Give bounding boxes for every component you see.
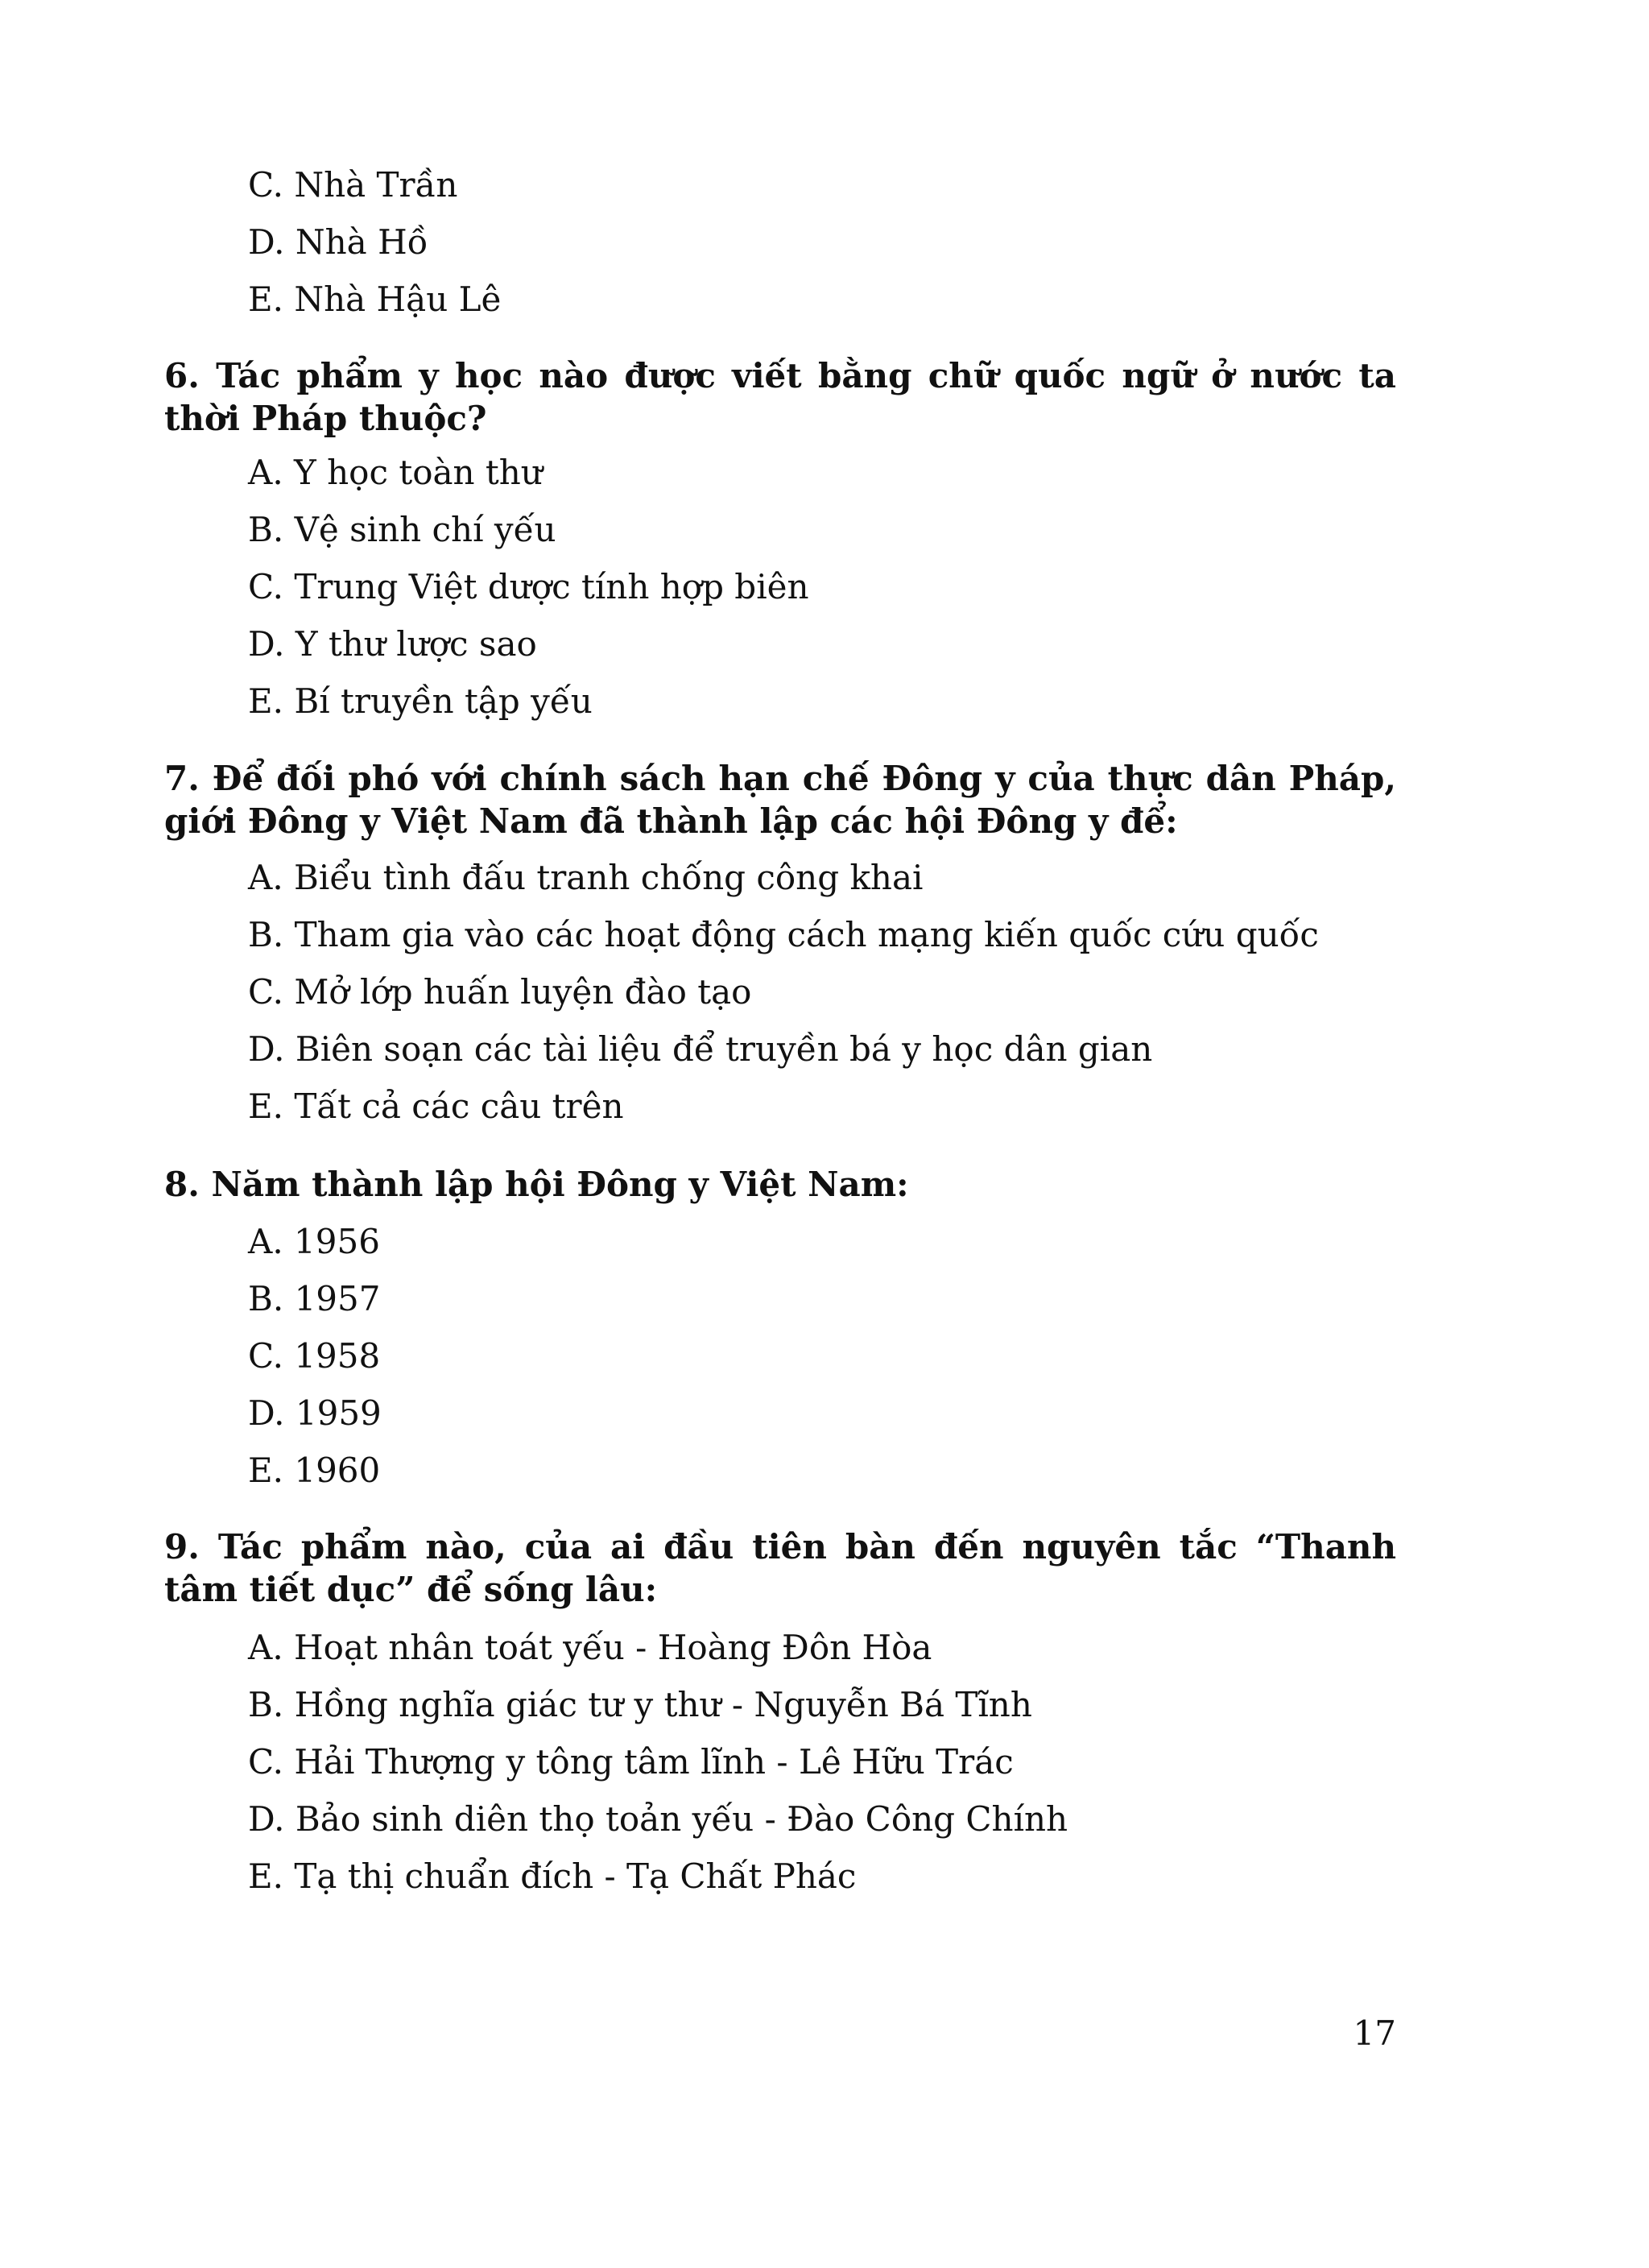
question-7-options <box>248 849 1415 1135</box>
option-d: D. Bảo sinh diên thọ toản yếu - Đào Công Chính <box>248 1799 1068 1839</box>
option-c: C. Hải Thượng y tông tâm lĩnh - Lê Hữu Trác <box>248 1742 1014 1782</box>
option-a: A. Y học toàn thư <box>248 453 543 492</box>
option-c: C. 1958 <box>248 1336 381 1376</box>
option-c: C. Trung Việt dược tính hợp biên <box>248 567 809 606</box>
option-d: D. Nhà Hồ <box>248 222 428 262</box>
question-8-options <box>248 1213 1415 1499</box>
option-a: A. Hoạt nhân toát yếu - Hoàng Đôn Hòa <box>248 1628 932 1667</box>
option-c: C. Nhà Trần <box>248 165 458 205</box>
page-number: 17 <box>1353 2013 1396 2053</box>
question-8: 8. Năm thành lập hội Đông y Việt Nam: <box>164 1165 909 1204</box>
previous-question-options <box>248 156 1415 328</box>
option-b: B. Vệ sinh chí yếu <box>248 510 556 549</box>
option-d: D. 1959 <box>248 1393 382 1433</box>
option-c: C. Mở lớp huấn luyện đào tạo <box>248 972 752 1012</box>
option-a: A. 1956 <box>248 1222 380 1261</box>
question-9: 9. Tác phẩm nào, của ai đầu tiên bàn đến nguyên tắc “Thanh tâm tiết dục” để sống lâu: <box>164 1527 1396 1609</box>
question-7: 7. Để đối phó với chính sách hạn chế Đông y của thực dân Pháp, giới Đông y Việt Nam đã thành lập các hội Đông y để: <box>164 759 1396 841</box>
option-e: E. 1960 <box>248 1451 381 1490</box>
option-e: E. Tạ thị chuẩn đích - Tạ Chất Phác <box>248 1856 857 1896</box>
option-e: E. Nhà Hậu Lê <box>248 279 502 319</box>
question-9-options <box>248 1619 1415 1905</box>
option-b: B. Hồng nghĩa giác tư y thư - Nguyễn Bá Tĩnh <box>248 1685 1032 1724</box>
question-6: 6. Tác phẩm y học nào được viết bằng chữ quốc ngữ ở nước ta thời Pháp thuộc? <box>164 356 1396 438</box>
option-e: E. Bí truyền tập yếu <box>248 681 593 721</box>
question-6-options <box>248 444 1415 730</box>
option-d: D. Y thư lược sao <box>248 624 537 664</box>
option-b: B. Tham gia vào các hoạt động cách mạng kiến quốc cứu quốc <box>248 915 1319 954</box>
option-d: D. Biên soạn các tài liệu để truyền bá y học dân gian <box>248 1029 1153 1069</box>
option-b: B. 1957 <box>248 1279 381 1318</box>
option-e: E. Tất cả các câu trên <box>248 1086 624 1126</box>
option-a: A. Biểu tình đấu tranh chống công khai <box>248 858 924 897</box>
